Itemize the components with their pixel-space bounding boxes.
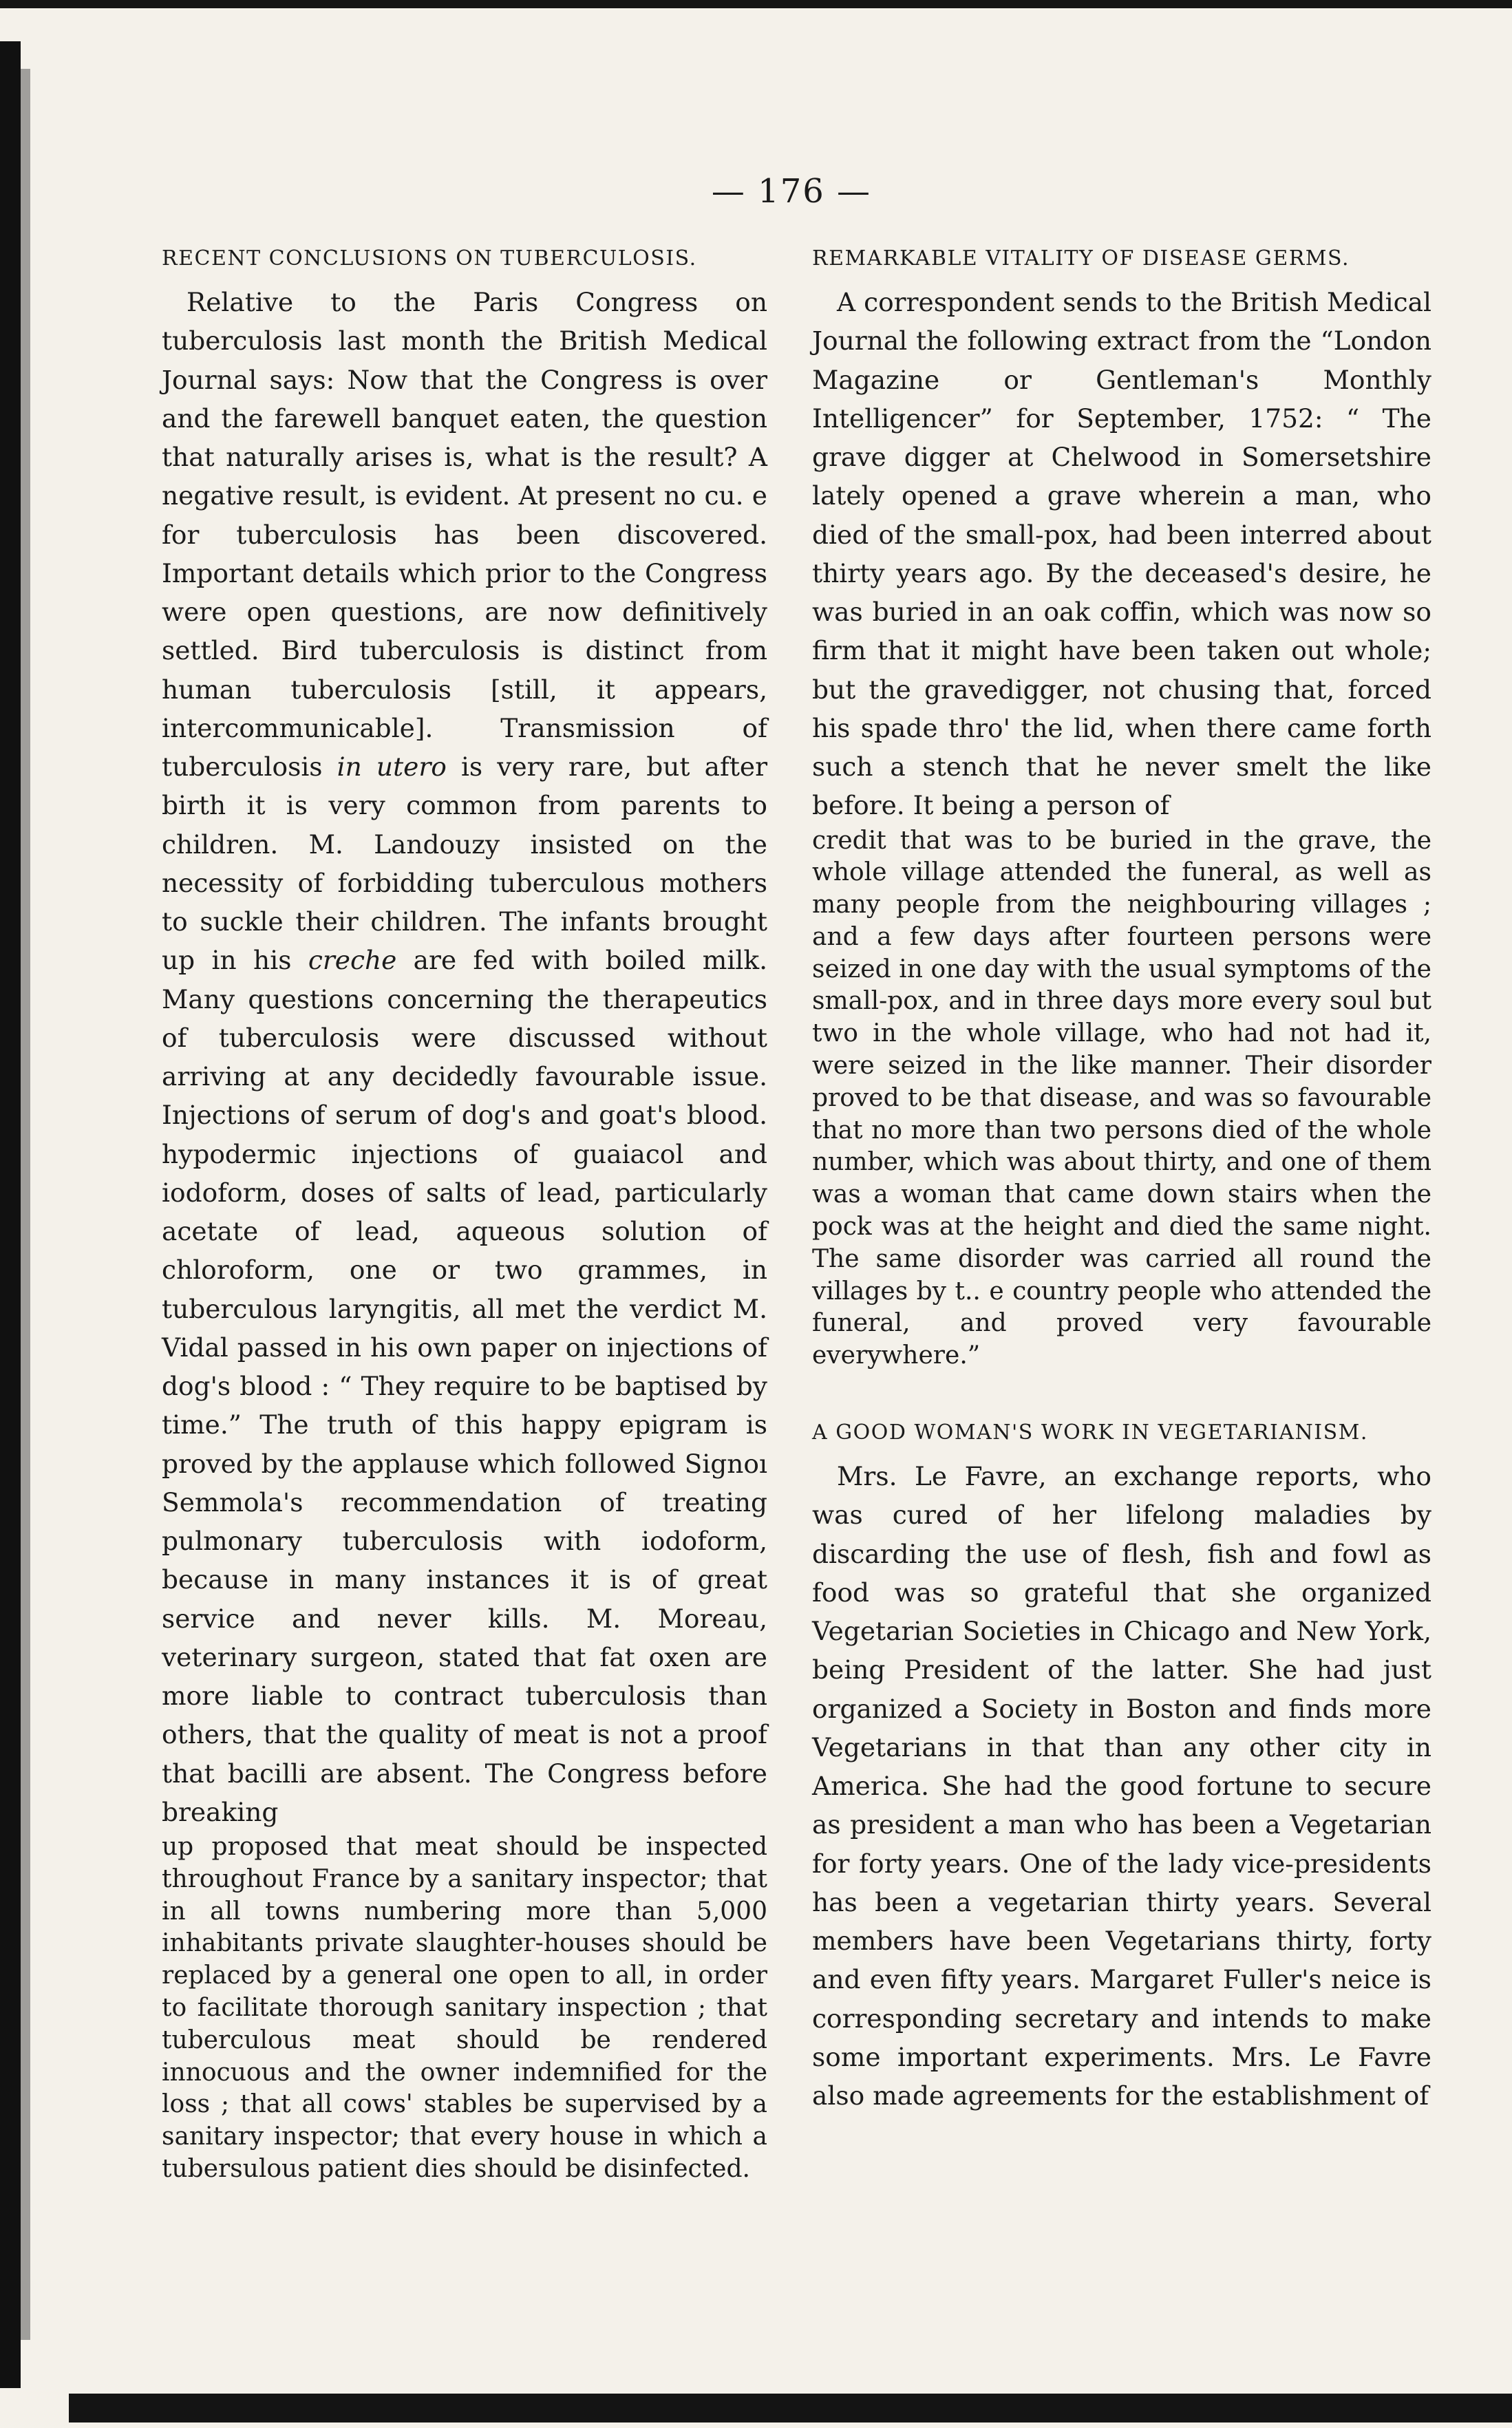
article-paragraph: Mrs. Le Favre, an exchange reports, who was cured of her lifelong maladies by discarding the use of flesh, fish and fowl as food was so grateful that she organized Vegetarian Societies in Chicago and New York, being President of the latter. She had just organized a Society in Boston and finds more Vegetarians in that than any other city in America. She had the good fortune to secure as president a man who has been a Vegetarian for forty years. One of the lady vice-presidents has been a vegetarian thirty years. Several members have been Vegetarians thirty, forty and even fifty years. Margaret Fuller's neice is corresponding secretary and intends to make some important experiments. Mrs. Le Favre also made agreements for the establishment of — [812, 1461, 1431, 2111]
italic-term: in utero — [337, 752, 447, 782]
article-paragraph — [162, 283, 767, 1831]
paragraph-text: Relative to the Paris Congress on tuberculosis last month the British Medical Journal says: Now that the Congress is over and the farewell banquet eaten, the question that naturally arises is, what is the result? A negative result, is evident. At present no cu. e for tuberculosis has been discovered. Important details which prior to the Congress were open questions, are now definitively settled. Bird tuberculosis is distinct from human tuberculosis [still, it appears, intercommunicable]. Transmission of tuberculosis — [162, 287, 767, 782]
article-paragraph-continued: up proposed that meat should be inspected throughout France by a sanitary inspector; that in all towns numbering more than 5,000 inhabitants private slaughter-houses should be replaced by a general one open to all, in order to facilitate thorough sanitary inspection ; that tuberculous meat should be rendered innocuous and the owner indemnified for the loss ; that all cows' stables be supervised by a sanitary inspector; that every house in which a tubersulous patient dies should be disinfected. — [162, 1833, 767, 2183]
right-column — [812, 246, 1431, 2115]
scan-left-shadow — [21, 69, 30, 2340]
article-heading-tuberculosis: RECENT CONCLUSIONS ON TUBERCULOSIS. — [162, 246, 697, 270]
article-heading-disease-germs: REMARKABLE VITALITY OF DISEASE GERMS. — [812, 246, 1350, 270]
section-gap — [812, 1372, 1431, 1420]
scan-left-edge — [0, 41, 21, 2388]
article-paragraph: A correspondent sends to the British Medical Journal the following extract from the “London Magazine or Gentleman's Monthly Intelligencer” for September, 1752: “ The grave digger at Chelwood in Somersetshire lately opened a grave wherein a man, who died of the small-pox, had been interred about thirty years ago. By the deceased's desire, he was buried in an oak coffin, which was now so firm that it might have been taken out whole; but the gravedigger, not chusing that, forced his spade thro' the lid, when there came forth such a stench that he never smelt the like before. It being a person of — [812, 287, 1431, 821]
italic-term: creche — [308, 945, 397, 976]
left-column — [162, 246, 767, 2186]
article-heading-vegetarianism: A GOOD WOMAN'S WORK IN VEGETARIANISM. — [812, 1420, 1368, 1445]
top-border-rule — [0, 0, 1512, 8]
page-number: — 176 — — [711, 172, 872, 211]
paragraph-text: are fed with boiled milk. Many questions concerning the therapeutics of tuberculosis were discussed without arriving at any decidedly favourable issue. Injections of serum of dog's and goat's blood. hypodermic injections of guaiacol and iodoform, doses of salts of lead, particularly acetate of lead, aqueous solution of chloroform, one or two grammes, in tuberculous laryngitis, all met the verdict M. Vidal passed in his own paper on injections of dog's blood : “ They require to be baptised by time.” The truth of this happy epigram is proved by the applause which followed Signoı Semmola's recommendation of treating pulmonary tuberculosis with iodoform, because in many instances it is of great service and never kills. M. Moreau, veterinary surgeon, stated that fat oxen are more liable to contract tuberculosis than others, that the quality of meat is not a proof that bacilli are absent. The Congress before breaking — [162, 945, 767, 1827]
paragraph-text: is very rare, but after birth it is very common from parents to children. M. Landouzy insisted on the necessity of forbidding tuberculous mothers to suckle their children. The infants brought up in his — [162, 752, 768, 976]
bottom-border-rule — [69, 2394, 1512, 2422]
article-paragraph-continued: credit that was to be buried in the grave, the whole village attended the funeral, as well as many people from the neighbouring villages ; and a few days after fourteen persons were seized in one day with the usual symptoms of the small-pox, and in three days more every soul but two in the whole village, who had not had it, were seized in the like manner. Their disorder proved to be that disease, and was so favourable that no more than two persons died of the whole number, which was about thirty, and one of them was a woman that came down stairs when the pock was at the height and died the same night. The same disorder was carried all round the villages by t.. e country people who attended the funeral, and proved very favourable everywhere.” — [812, 826, 1431, 1370]
